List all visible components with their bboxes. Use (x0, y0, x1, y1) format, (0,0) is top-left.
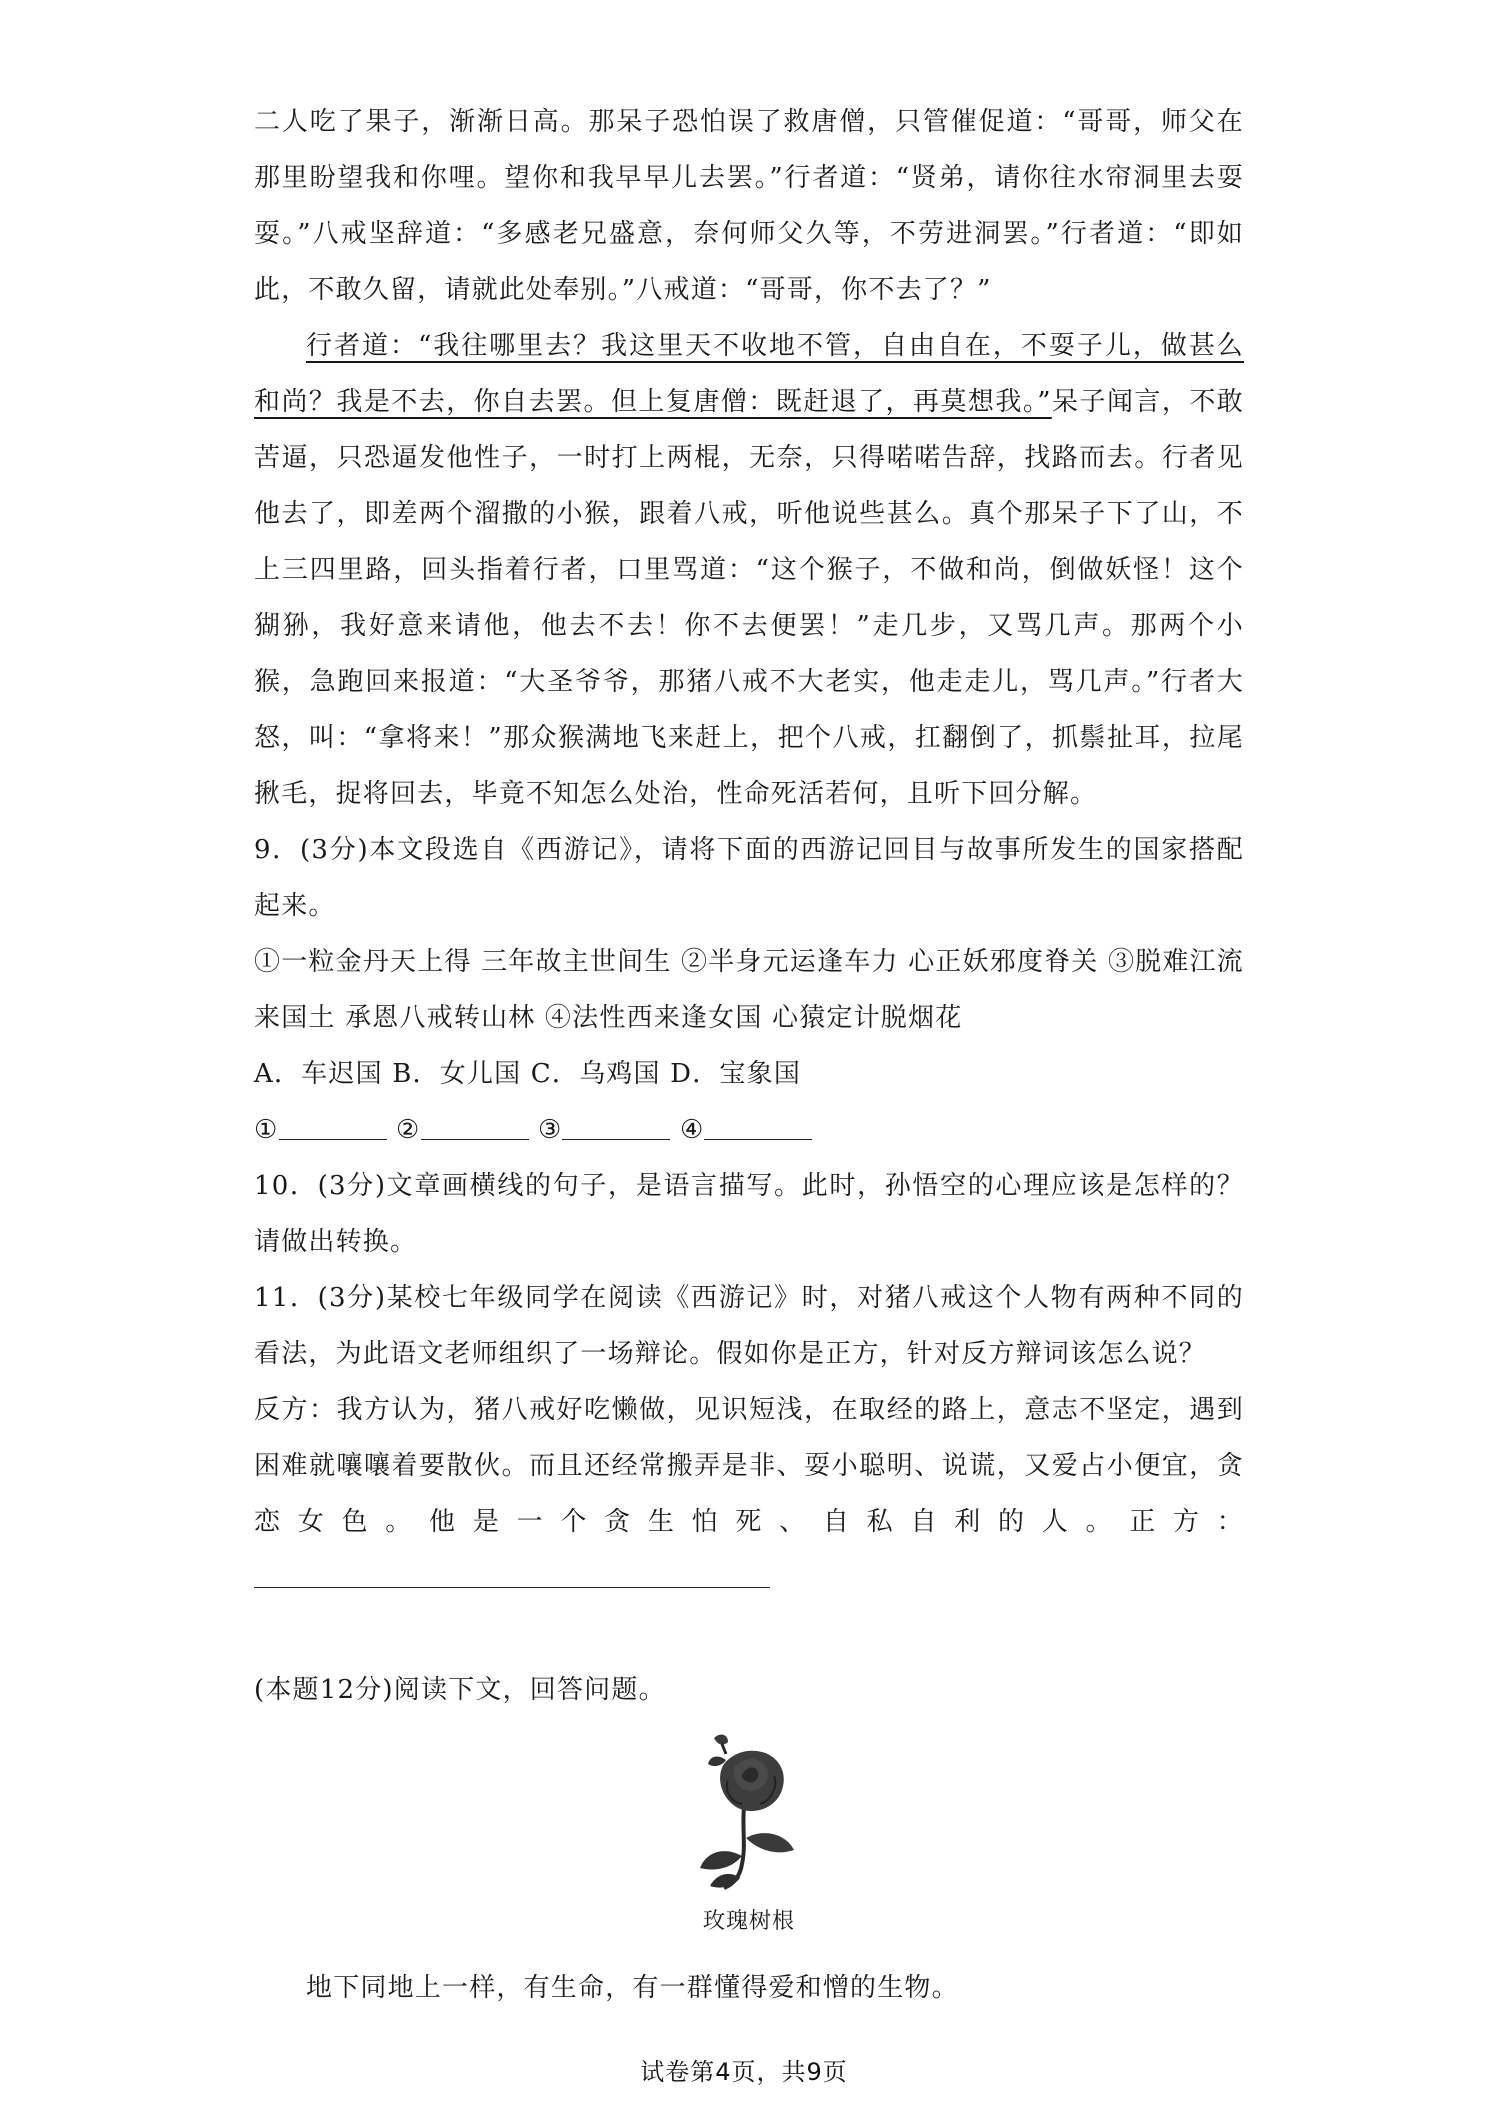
question-11-stem: 11．(3分)某校七年级同学在阅读《西游记》时，对猪八戒这个人物有两种不同的看法，为此语文老师组织了一场辩论。假如你是正方，针对反方辩词该怎么说？ (254, 1283, 1244, 1369)
passage-paragraph-2 (254, 318, 1244, 822)
rose-illustration (254, 1728, 1244, 1942)
essay-first-line: 地下同地上一样，有生命，有一群懂得爱和憎的生物。 (306, 1973, 959, 2003)
rose-icon (694, 1728, 804, 1896)
affirmative-label: 正方： (1129, 1507, 1244, 1537)
question-9-chapters: ①一粒金丹天上得 三年故主世间生 ②半身元运逢车力 心正妖邪度脊关 ③脱难江流来国土 承恩八戒转山林 ④法性西来逢女国 心猿定计脱烟花 (254, 947, 1244, 1033)
section-intro: (本题12分)阅读下文，回答问题。 (254, 1675, 666, 1705)
underlined-sentence: 行者道：“我往哪里去？我这里天不收地不管，自由自在，不耍子儿，做甚么和尚？我是不去，你自去罢。但上复唐僧：既赶退了，再莫想我。” (254, 331, 1244, 417)
passage-paragraph-1: 二人吃了果子，渐渐日高。那呆子恐怕误了救唐僧，只管催促道：“哥哥，师父在那里盼望我和你哩。望你和我早早儿去罢。”行者道：“贤弟，请你往水帘洞里去耍耍。”八戒坚辞道：“多感老兄盛意，奈何师父久等，不劳进洞罢。”行者道：“即如此，不敢久留，请就此处奉别。”八戒道：“哥哥，你不去了？” (254, 107, 1244, 305)
question-9-options: A．车迟国 B．女儿国 C．乌鸡国 D．宝象国 (254, 1059, 802, 1089)
exam-page-content (254, 94, 1244, 2016)
answer-blank-2[interactable] (421, 1113, 529, 1140)
figure-caption: 玫瑰树根 (702, 1909, 795, 1934)
blank-label-1: ① (254, 1115, 279, 1145)
blank-label-4: ④ (679, 1115, 705, 1145)
question-9-stem: 9．(3分)本文段选自《西游记》，请将下面的西游记回目与故事所发生的国家搭配起来。 (254, 835, 1244, 921)
opponent-statement: 反方：我方认为，猪八戒好吃懒做，见识短浅，在取经的路上，意志不坚定，遇到困难就嚷嚷着要散伙。而且还经常搬弄是非、耍小聪明、说谎，又爱占小便宜，贪恋女色。他是一个贪生怕死、自私自利的人。 (254, 1395, 1244, 1537)
answer-blank-1[interactable] (279, 1113, 387, 1140)
question-10-stem: 10．(3分)文章画横线的句子，是语言描写。此时，孙悟空的心理应该是怎样的？请做出转换。 (254, 1171, 1244, 1257)
affirmative-answer-blank[interactable] (254, 1561, 770, 1588)
answer-blank-4[interactable] (704, 1113, 812, 1140)
question-9-answer-blanks (254, 1102, 1244, 1158)
page-footer: 试卷第4页，共9页 (640, 2058, 848, 2086)
passage-paragraph-2-rest: 呆子闻言，不敢苦逼，只恐逼发他性子，一时打上两棍，无奈，只得喏喏告辞，找路而去。行者见他去了，即差两个溜撒的小猴，跟着八戒，听他说些甚么。真个那呆子下了山，不上三四里路，回头指着行者，口里骂道：“这个猴子，不做和尚，倒做妖怪！这个猢狲，我好意来请他，他去不去！你不去便罢！”走几步，又骂几声。那两个小猴，急跑回来报道：“大圣爷爷，那猪八戒不大老实，他走走儿，骂几声。”行者大怒，叫：“拿将来！”那众猴满地飞来赶上，把个八戒，扛翻倒了，抓鬃扯耳，拉尾揪毛，捉将回去，毕竟不知怎么处治，性命死活若何，且听下回分解。 (254, 387, 1245, 809)
blank-label-3: ③ (537, 1115, 563, 1145)
blank-label-2: ② (395, 1115, 421, 1145)
question-11-opponent (254, 1382, 1244, 1606)
answer-blank-3[interactable] (562, 1113, 670, 1140)
